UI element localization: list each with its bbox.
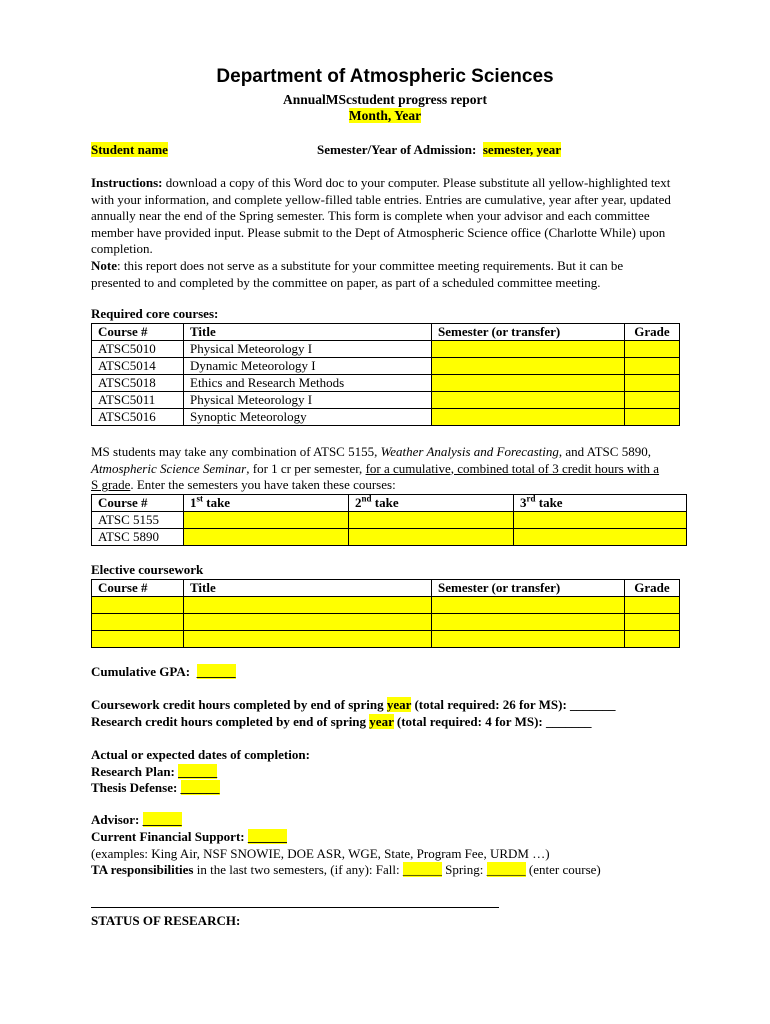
seminar-text-3: , for 1 cr per semester, xyxy=(246,460,366,476)
coursework-credits-requirement: (total required: 26 for MS): _______ xyxy=(411,697,616,712)
gpa-label: Cumulative GPA: xyxy=(91,664,191,679)
core-grade-cell[interactable] xyxy=(625,409,680,426)
seminar-header-course: Course # xyxy=(92,495,184,512)
core-semester-cell[interactable] xyxy=(432,392,625,409)
research-year-field[interactable]: year xyxy=(369,714,394,729)
note-text: : this report does not serve as a substitute for your committee meeting requirements. But it can be presented to and completed by the committee on paper, as part of a scheduled committee meeting. xyxy=(91,257,624,290)
seminar-table xyxy=(91,494,687,546)
seminar-take-cell[interactable] xyxy=(514,512,687,529)
core-semester-cell[interactable] xyxy=(432,358,625,375)
seminar-take-cell[interactable] xyxy=(184,512,349,529)
financial-support-row xyxy=(91,829,287,846)
seminar-course-name-2: Atmospheric Science Seminar xyxy=(91,460,247,476)
research-credits-requirement: (total required: 4 for MS): _______ xyxy=(393,714,592,729)
core-header-course: Course # xyxy=(92,324,184,341)
table-row xyxy=(92,614,680,631)
table-row xyxy=(92,512,687,529)
core-grade-cell[interactable] xyxy=(625,358,680,375)
student-name-field[interactable]: Student name xyxy=(91,142,168,157)
elective-header-course: Course # xyxy=(92,580,184,597)
core-courses-table xyxy=(91,323,680,426)
elective-course-cell[interactable] xyxy=(92,631,184,648)
core-header-semester: Semester (or transfer) xyxy=(432,324,625,341)
elective-header-title: Title xyxy=(184,580,432,597)
seminar-requirement: for a cumulative, combined total of 3 credit hours with a S grade xyxy=(91,460,660,493)
ta-enter-course: (enter course) xyxy=(525,862,601,877)
instructions-label: Instructions: xyxy=(91,175,163,190)
report-subtitle: AnnualMScstudent progress report xyxy=(282,92,488,107)
seminar-take-cell[interactable] xyxy=(349,512,514,529)
elective-title-cell[interactable] xyxy=(184,597,432,614)
seminar-header-take1: 1st take xyxy=(184,495,349,512)
gpa-field[interactable]: ______ xyxy=(196,664,236,679)
seminar-header-take2: 2nd take xyxy=(349,495,514,512)
seminar-text-1: MS students may take any combination of ATSC 5155, xyxy=(91,444,381,459)
instructions xyxy=(91,175,671,291)
core-semester-cell[interactable] xyxy=(432,409,625,426)
elective-header-grade: Grade xyxy=(625,580,680,597)
table-row xyxy=(92,529,687,546)
thesis-defense-row xyxy=(91,780,220,797)
research-plan-label: Research Plan: xyxy=(91,764,175,779)
table-row xyxy=(92,341,680,358)
ta-spring-field[interactable]: ______ xyxy=(486,862,526,877)
elective-title-cell[interactable] xyxy=(184,631,432,648)
core-course-title: Ethics and Research Methods xyxy=(184,375,432,392)
core-heading: Required core courses: xyxy=(91,306,219,321)
completion-heading: Actual or expected dates of completion: xyxy=(91,747,310,762)
seminar-course-code: ATSC 5890 xyxy=(92,529,184,546)
seminar-instructions xyxy=(91,444,666,494)
research-credits-row xyxy=(91,714,591,731)
page-title: Department of Atmospheric Sciences xyxy=(216,66,554,87)
research-plan-row xyxy=(91,764,217,781)
elective-semester-cell[interactable] xyxy=(432,597,625,614)
elective-header-semester: Semester (or transfer) xyxy=(432,580,625,597)
elective-heading: Elective coursework xyxy=(91,562,204,577)
advisor-row xyxy=(91,812,182,829)
admission-label: Semester/Year of Admission: xyxy=(317,142,477,157)
coursework-credits-row xyxy=(91,697,616,714)
core-grade-cell[interactable] xyxy=(625,341,680,358)
core-course-title: Physical Meteorology I xyxy=(184,341,432,358)
financial-support-label: Current Financial Support: xyxy=(91,829,245,844)
core-course-code: ATSC5016 xyxy=(92,409,184,426)
note-label: Note xyxy=(91,257,117,273)
ta-row xyxy=(91,862,601,879)
table-row xyxy=(92,597,680,614)
seminar-course-code: ATSC 5155 xyxy=(92,512,184,529)
seminar-take-cell[interactable] xyxy=(514,529,687,546)
seminar-text-2: , and ATSC 5890, xyxy=(558,444,651,459)
core-grade-cell[interactable] xyxy=(625,392,680,409)
seminar-course-name-1: Weather Analysis and Forecasting xyxy=(380,444,559,459)
table-row xyxy=(92,631,680,648)
ta-text: in the last two semesters, (if any): Fall: xyxy=(193,862,403,877)
seminar-header-take3: 3rd take xyxy=(514,495,687,512)
elective-semester-cell[interactable] xyxy=(432,631,625,648)
instructions-text: download a copy of this Word doc to your computer. Please substitute all yellow-highlighted text with your information, and complete yellow-filled table entries. Entries are cumulative, year after year, updated annually near the end of the Spring semester. This form is complete when your advisor and each committee member have provided input. Please submit to the Dept of Atmospheric Science office (Charlotte While) upon completion. xyxy=(91,175,671,257)
date-placeholder[interactable]: Month, Year xyxy=(348,108,422,123)
table-row xyxy=(92,392,680,409)
financial-support-field[interactable]: ______ xyxy=(247,829,287,844)
student-name-row xyxy=(91,142,168,159)
section-divider xyxy=(91,907,499,908)
research-credits-label: Research credit hours completed by end of spring xyxy=(91,714,370,729)
coursework-credits-label: Coursework credit hours completed by end of spring xyxy=(91,697,387,712)
financial-support-examples: (examples: King Air, NSF SNOWIE, DOE ASR, WGE, State, Program Fee, URDM …) xyxy=(91,846,550,861)
advisor-label: Advisor: xyxy=(91,812,140,827)
table-row xyxy=(92,375,680,392)
table-row xyxy=(92,409,680,426)
date-placeholder-row xyxy=(0,108,770,124)
seminar-take-cell[interactable] xyxy=(184,529,349,546)
ta-spring-label: Spring: xyxy=(441,862,487,877)
core-header-title: Title xyxy=(184,324,432,341)
ta-fall-field[interactable]: ______ xyxy=(402,862,442,877)
coursework-year-field[interactable]: year xyxy=(386,697,412,712)
elective-table xyxy=(91,579,680,648)
admission-row xyxy=(317,142,561,159)
core-grade-cell[interactable] xyxy=(625,375,680,392)
core-course-code: ATSC5018 xyxy=(92,375,184,392)
elective-grade-cell[interactable] xyxy=(625,614,680,631)
elective-semester-cell[interactable] xyxy=(432,614,625,631)
elective-grade-cell[interactable] xyxy=(625,631,680,648)
core-course-code: ATSC5010 xyxy=(92,341,184,358)
ta-label: TA responsibilities xyxy=(91,862,194,877)
admission-field[interactable]: semester, year xyxy=(482,142,562,157)
elective-grade-cell[interactable] xyxy=(625,597,680,614)
status-of-research-heading: STATUS OF RESEARCH: xyxy=(91,913,241,928)
table-row xyxy=(92,358,680,375)
research-plan-field[interactable]: ______ xyxy=(178,764,218,779)
core-course-code: ATSC5014 xyxy=(92,358,184,375)
thesis-defense-label: Thesis Defense: xyxy=(91,780,178,795)
core-course-title: Physical Meteorology I xyxy=(184,392,432,409)
thesis-defense-field[interactable]: ______ xyxy=(180,780,220,795)
elective-title-cell[interactable] xyxy=(184,614,432,631)
core-semester-cell[interactable] xyxy=(432,375,625,392)
core-semester-cell[interactable] xyxy=(432,341,625,358)
elective-course-cell[interactable] xyxy=(92,614,184,631)
gpa-row xyxy=(91,664,236,681)
core-course-code: ATSC5011 xyxy=(92,392,184,409)
core-header-grade: Grade xyxy=(625,324,680,341)
core-course-title: Synoptic Meteorology xyxy=(184,409,432,426)
core-course-title: Dynamic Meteorology I xyxy=(184,358,432,375)
elective-course-cell[interactable] xyxy=(92,597,184,614)
seminar-take-cell[interactable] xyxy=(349,529,514,546)
seminar-text-4: . Enter the semesters you have taken these courses: xyxy=(130,477,396,493)
advisor-field[interactable]: ______ xyxy=(142,812,182,827)
